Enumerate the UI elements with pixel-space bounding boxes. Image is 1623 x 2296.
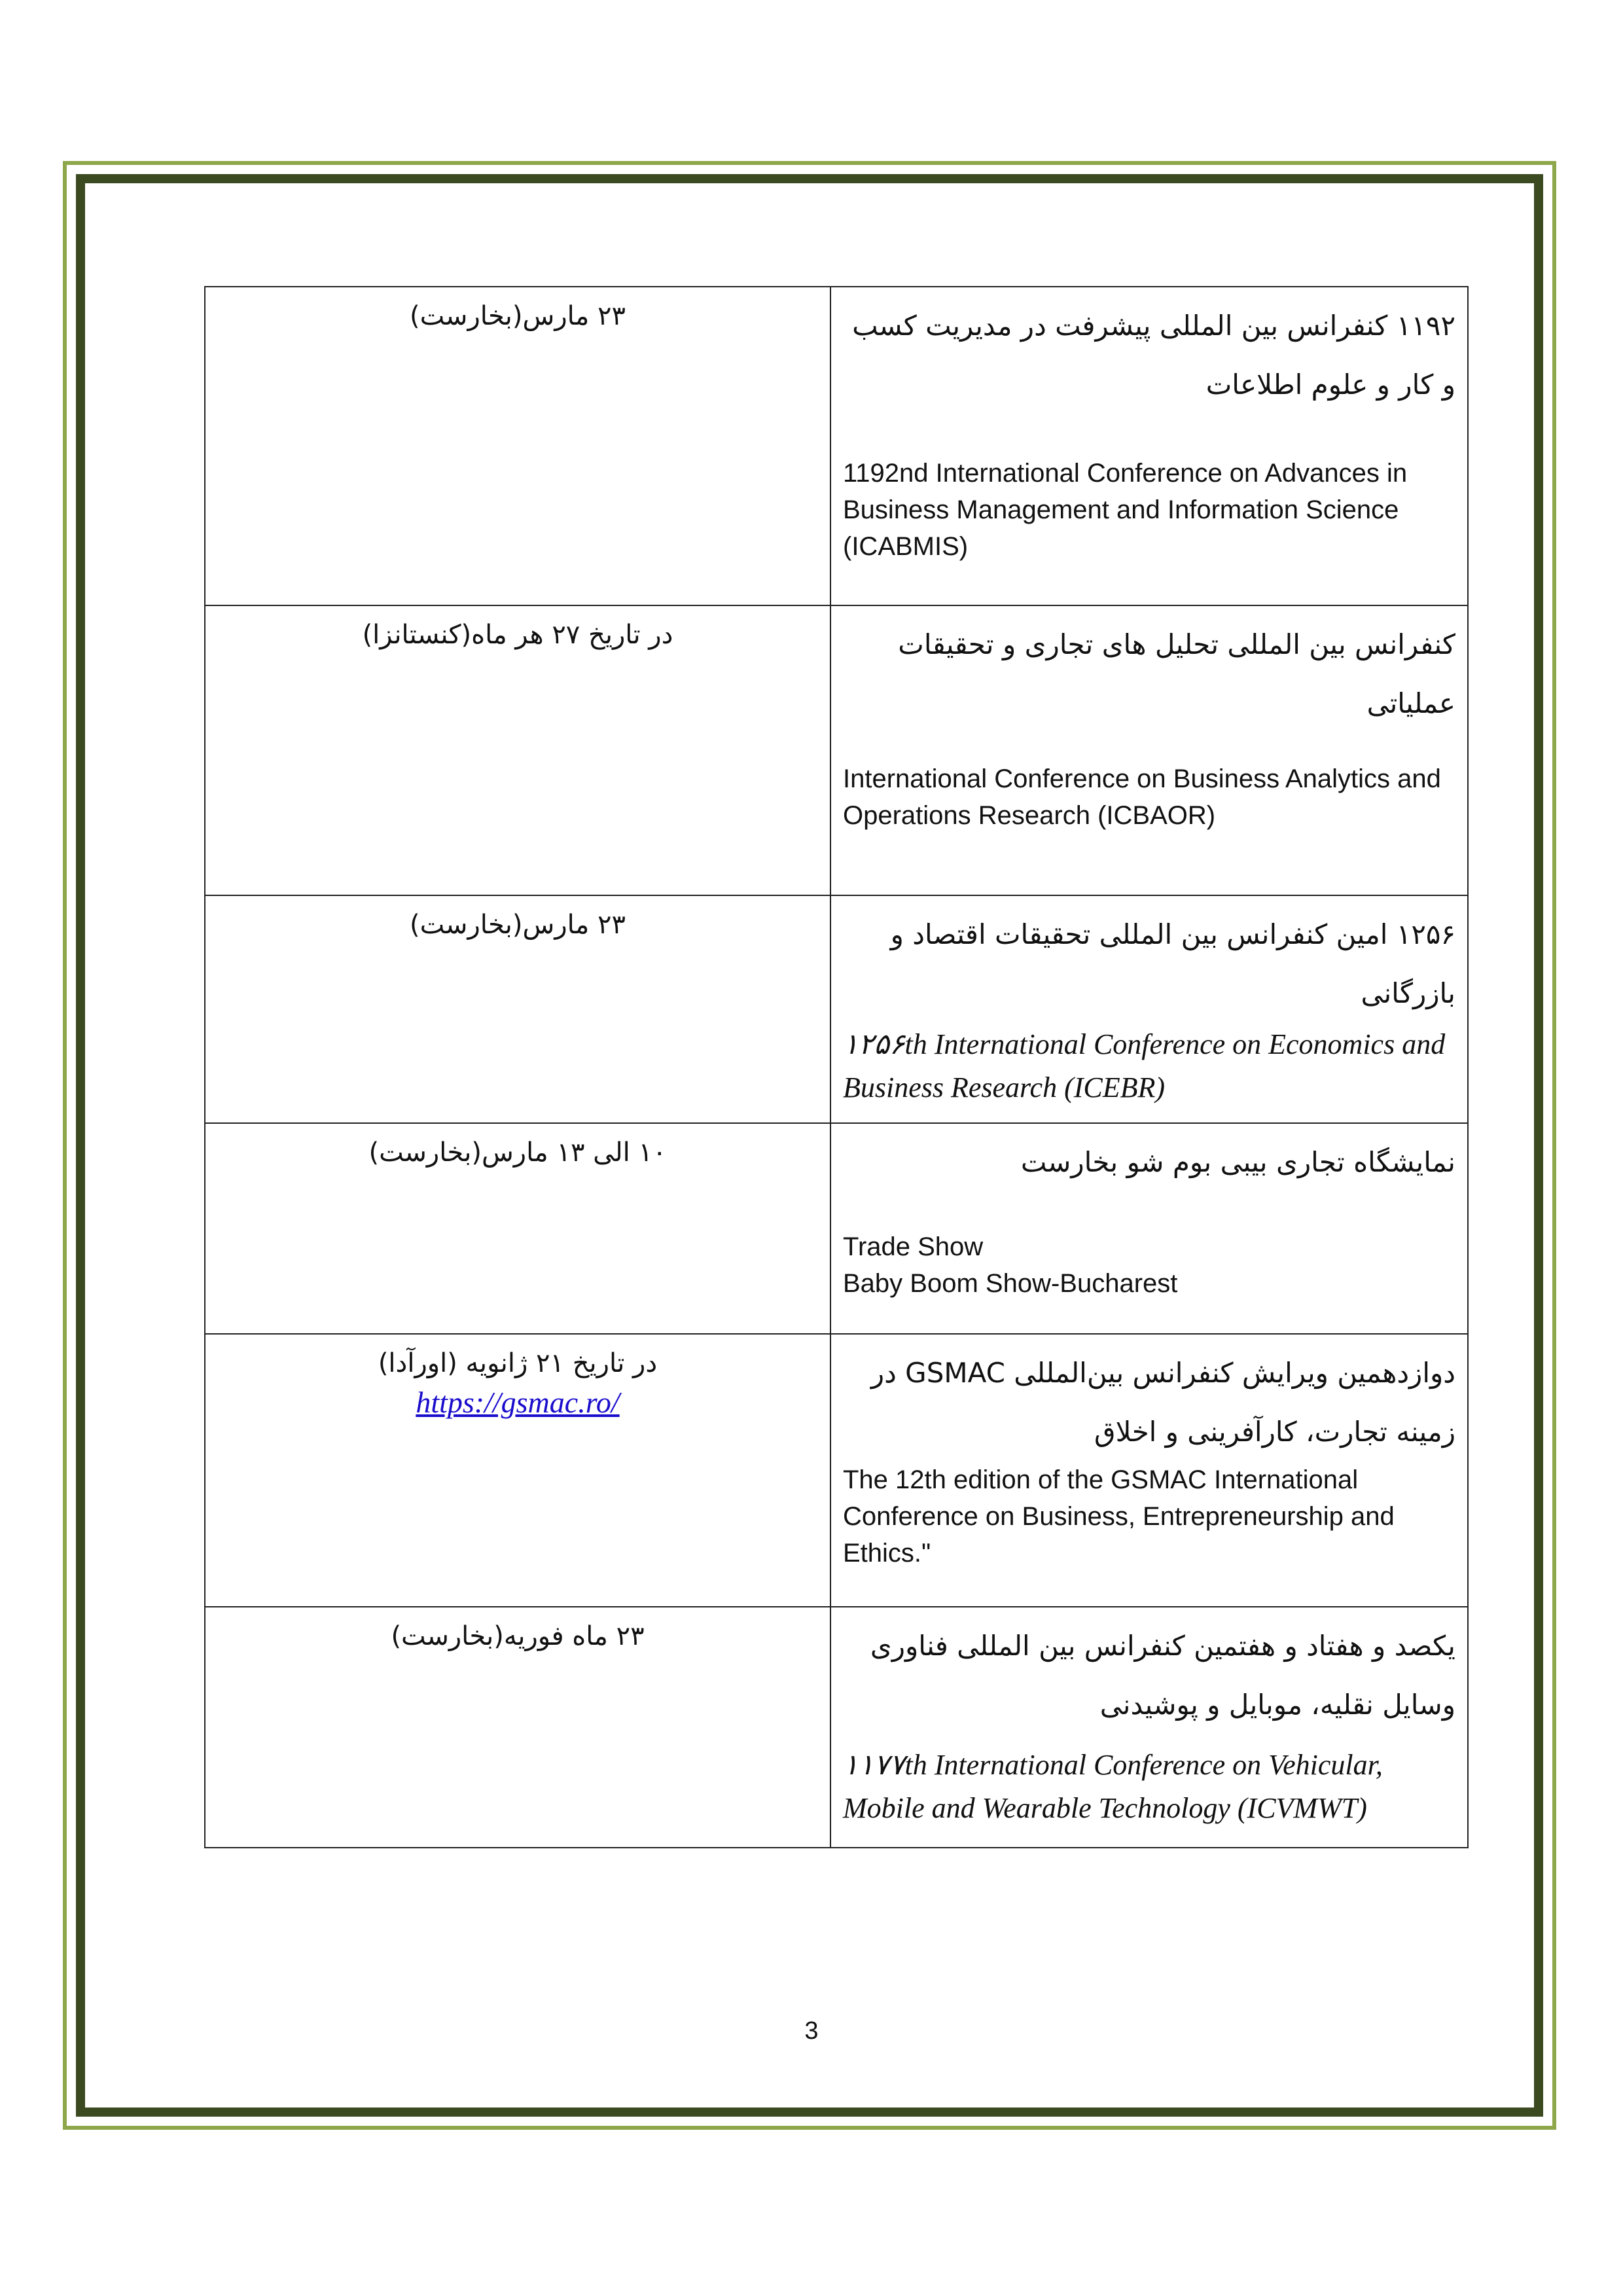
gsmac-link[interactable]: https://gsmac.ro/ bbox=[416, 1386, 620, 1419]
event-date: در تاریخ ۲۱ ژانویه (اورآدا) bbox=[378, 1348, 658, 1378]
event-title-en-line2: Baby Boom Show-Bucharest bbox=[843, 1269, 1178, 1298]
event-date: در تاریخ ۲۷ هر ماه(کنستانزا) bbox=[362, 620, 673, 650]
page-number: 3 bbox=[804, 2017, 819, 2045]
date-cell bbox=[205, 1334, 830, 1607]
title-cell bbox=[830, 1607, 1468, 1848]
event-date: ۲۳ ماه فوریه(بخارست) bbox=[391, 1621, 645, 1651]
date-cell bbox=[205, 895, 830, 1123]
title-cell bbox=[830, 287, 1468, 605]
table-row bbox=[205, 1123, 1468, 1334]
title-cell bbox=[830, 895, 1468, 1123]
date-cell bbox=[205, 1123, 830, 1334]
event-title-fa: یکصد و هفتاد و هفتمین کنفرانس بین المللی فناوری وسایل نقلیه، موبایل و پوشیدنی bbox=[870, 1630, 1455, 1721]
title-cell bbox=[830, 1334, 1468, 1607]
event-title-fa: دوازدهمین ویرایش کنفرانس بین‌المللی GSMAC در زمینه تجارت، کارآفرینی و اخلاق bbox=[870, 1357, 1455, 1448]
event-title-en-line1: Trade Show bbox=[843, 1232, 984, 1261]
event-title-en: International Conference on Business Analytics and Operations Research (ICBAOR) bbox=[843, 764, 1441, 830]
conference-table bbox=[204, 286, 1469, 1848]
date-cell bbox=[205, 605, 830, 895]
event-title-en: ۱۲۵۶th International Conference on Economics and Business Research (ICEBR) bbox=[843, 1028, 1446, 1103]
title-cell bbox=[830, 1123, 1468, 1334]
table-row bbox=[205, 1607, 1468, 1848]
event-title-fa: ۱۱۹۲ کنفرانس بین المللی پیشرفت در مدیریت کسب و کار و علوم اطلاعات bbox=[852, 310, 1455, 401]
event-title-fa: نمایشگاه تجاری بیبی بوم شو بخارست bbox=[1020, 1146, 1455, 1178]
date-cell bbox=[205, 1607, 830, 1848]
title-cell bbox=[830, 605, 1468, 895]
event-title-fa: کنفرانس بین المللی تحلیل های تجاری و تحقیقات عملیاتی bbox=[898, 628, 1455, 719]
event-date: ۲۳ مارس(بخارست) bbox=[410, 910, 626, 940]
event-title-en: 1192nd International Conference on Advances in Business Management and Information Science (ICABMIS) bbox=[843, 459, 1408, 561]
table-row bbox=[205, 895, 1468, 1123]
event-title-en: The 12th edition of the GSMAC International Conference on Business, Entrepreneurship and Ethics." bbox=[843, 1465, 1395, 1568]
event-date: ۲۳ مارس(بخارست) bbox=[410, 301, 626, 331]
table-row bbox=[205, 605, 1468, 895]
event-title-en: ۱۱۷۷th International Conference on Vehicular, Mobile and Wearable Technology (ICVMWT) bbox=[843, 1749, 1383, 1824]
table-row bbox=[205, 1334, 1468, 1607]
date-cell bbox=[205, 287, 830, 605]
table-row bbox=[205, 287, 1468, 605]
event-title-fa: ۱۲۵۶ امین کنفرانس بین المللی تحقیقات اقتصاد و بازرگانی bbox=[890, 918, 1455, 1009]
event-date: ۱۰ الی ۱۳ مارس(بخارست) bbox=[368, 1138, 667, 1168]
